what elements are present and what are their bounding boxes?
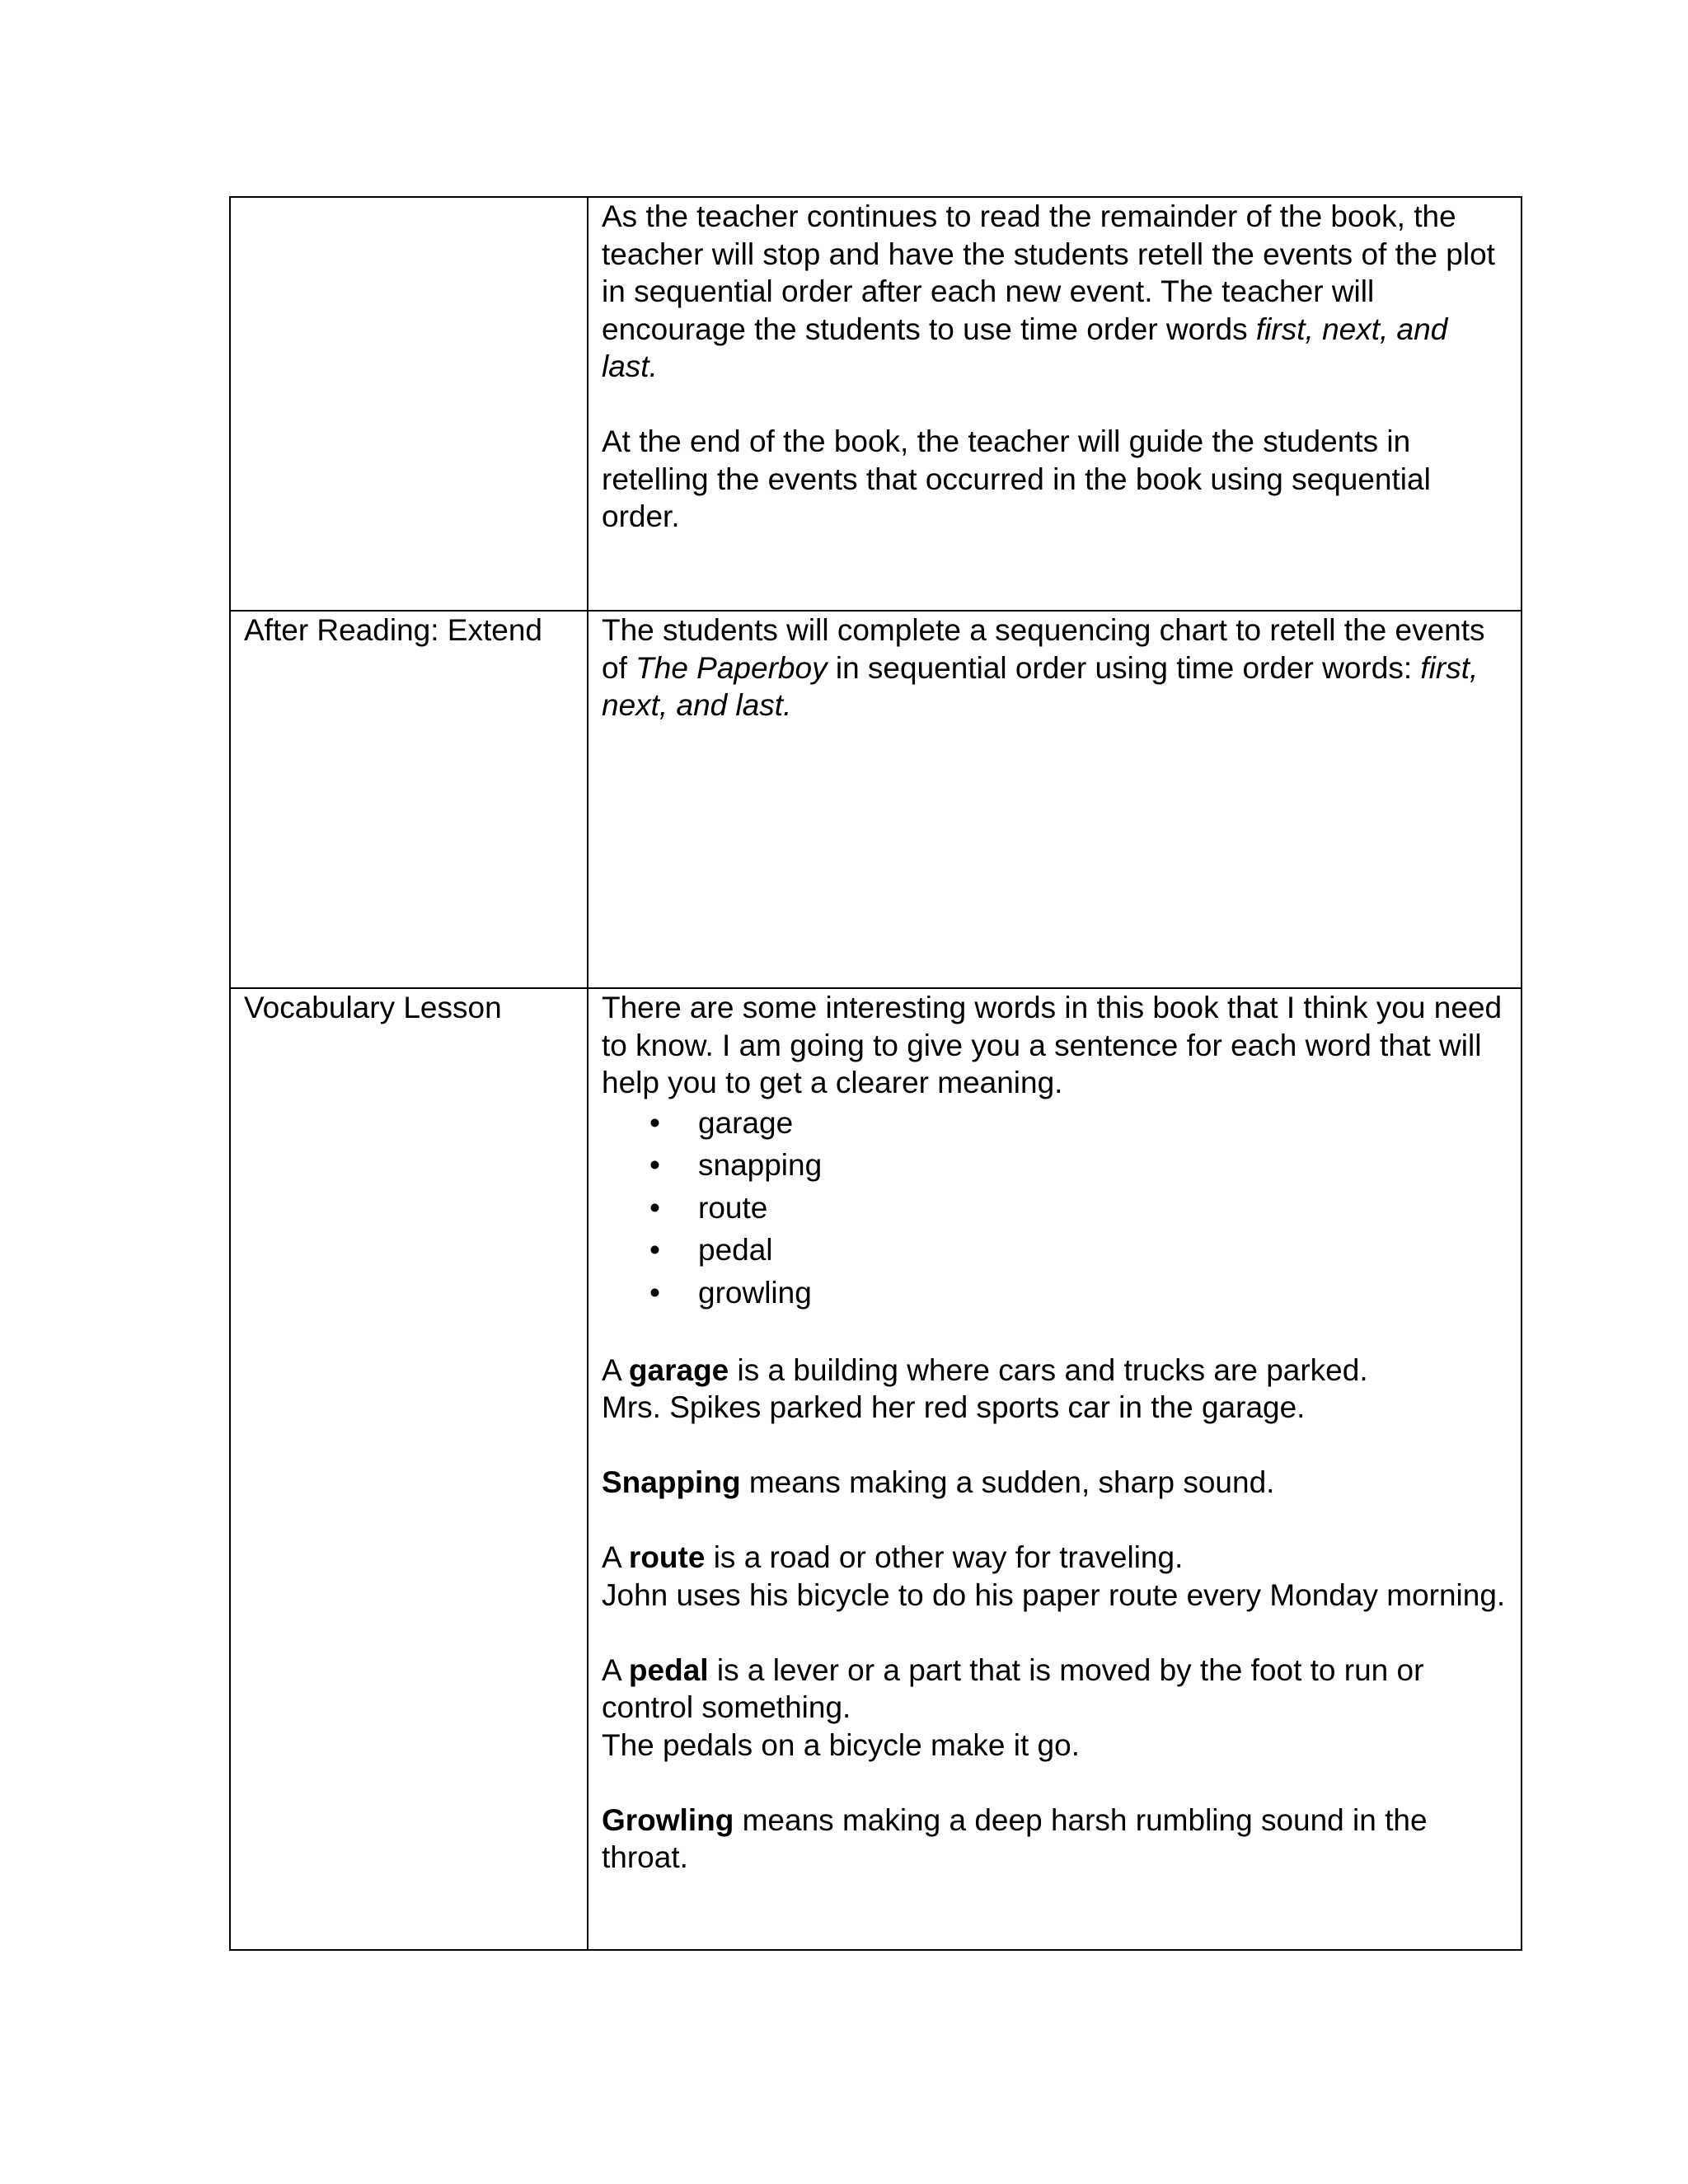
vocab-word: garage — [698, 1105, 794, 1140]
lesson-plan-table — [229, 196, 1522, 1951]
definition-prefix: A — [602, 1652, 629, 1687]
list-item — [602, 1272, 1507, 1315]
table-row — [230, 988, 1522, 1950]
row-label-cell — [230, 988, 588, 1950]
definition-pedal — [602, 1652, 1507, 1765]
row-content-cell — [588, 197, 1522, 611]
vocab-term: Growling — [602, 1802, 734, 1837]
extend-paragraph — [602, 612, 1507, 724]
vocab-word: snapping — [698, 1148, 823, 1182]
row-label: After Reading: Extend — [244, 613, 542, 647]
example-sentence: Mrs. Spikes parked her red sports car in the garage. — [602, 1390, 1306, 1424]
definition-line — [602, 1464, 1507, 1502]
definition-garage — [602, 1352, 1507, 1427]
vocab-word: route — [698, 1190, 768, 1225]
definition-line — [602, 1352, 1507, 1390]
paragraph-text: in sequential order using time order words: — [827, 650, 1421, 685]
definition-line — [602, 1652, 1507, 1727]
bullet-icon: • — [649, 1275, 660, 1310]
definition-line — [602, 1802, 1507, 1877]
row-content-cell — [588, 988, 1522, 1950]
bullet-icon: • — [649, 1105, 660, 1140]
paragraph-text: The students will complete a sequencing chart to retell the events of — [602, 613, 1485, 685]
vocabulary-intro: There are some interesting words in this book that I think you need to know. I am going to give you a sentence for each word that will help you to get a clearer meaning. — [602, 991, 1503, 1099]
vocabulary-list — [602, 1102, 1507, 1315]
vocab-term: route — [628, 1540, 706, 1574]
definition-prefix: A — [602, 1540, 629, 1574]
example-sentence: The pedals on a bicycle make it go. — [602, 1727, 1080, 1762]
vocab-term: Snapping — [602, 1465, 741, 1499]
vocab-word: pedal — [698, 1233, 773, 1267]
retelling-paragraph: At the end of the book, the teacher will guide the students in retelling the events that occurred in the book using sequential order. — [602, 424, 1431, 533]
row-content-cell — [588, 611, 1522, 988]
definition-text: means making a deep harsh rumbling sound in the throat. — [602, 1802, 1428, 1874]
book-title: The Paperboy — [635, 650, 828, 685]
bullet-icon: • — [649, 1190, 660, 1225]
time-order-words: first, next, and last. — [602, 312, 1448, 383]
definition-snapping — [602, 1464, 1507, 1502]
vocab-term: garage — [628, 1352, 729, 1387]
definition-text: is a building where cars and trucks are parked. — [729, 1352, 1368, 1387]
list-item — [602, 1229, 1507, 1272]
definition-line — [602, 1539, 1507, 1577]
definition-text: is a road or other way for traveling. — [705, 1540, 1184, 1574]
list-item — [602, 1144, 1507, 1187]
definition-growling — [602, 1802, 1507, 1877]
table-row — [230, 611, 1522, 988]
example-sentence: John uses his bicycle to do his paper route every Monday morning. — [602, 1577, 1506, 1612]
paragraph-text: As the teacher continues to read the remainder of the book, the teacher will stop and have the students retell the events of the plot in sequential order after each new event. The teacher will encourage the students to use time order words — [602, 199, 1495, 346]
vocab-term: pedal — [628, 1652, 709, 1687]
vocab-word: growling — [698, 1275, 812, 1310]
definition-prefix: A — [602, 1352, 629, 1387]
definition-text: means making a sudden, sharp sound. — [740, 1465, 1275, 1499]
list-item — [602, 1102, 1507, 1145]
definition-text: is a lever or a part that is moved by the foot to run or control something. — [602, 1652, 1424, 1724]
bullet-icon: • — [649, 1148, 660, 1182]
definition-route — [602, 1539, 1507, 1614]
time-order-words: first, next, and last. — [602, 650, 1479, 722]
row-label-cell — [230, 611, 588, 988]
bullet-icon: • — [649, 1233, 660, 1267]
table-row — [230, 197, 1522, 611]
reading-paragraph — [602, 198, 1507, 386]
row-label-cell — [230, 197, 588, 611]
row-label: Vocabulary Lesson — [244, 991, 502, 1024]
list-item — [602, 1187, 1507, 1230]
